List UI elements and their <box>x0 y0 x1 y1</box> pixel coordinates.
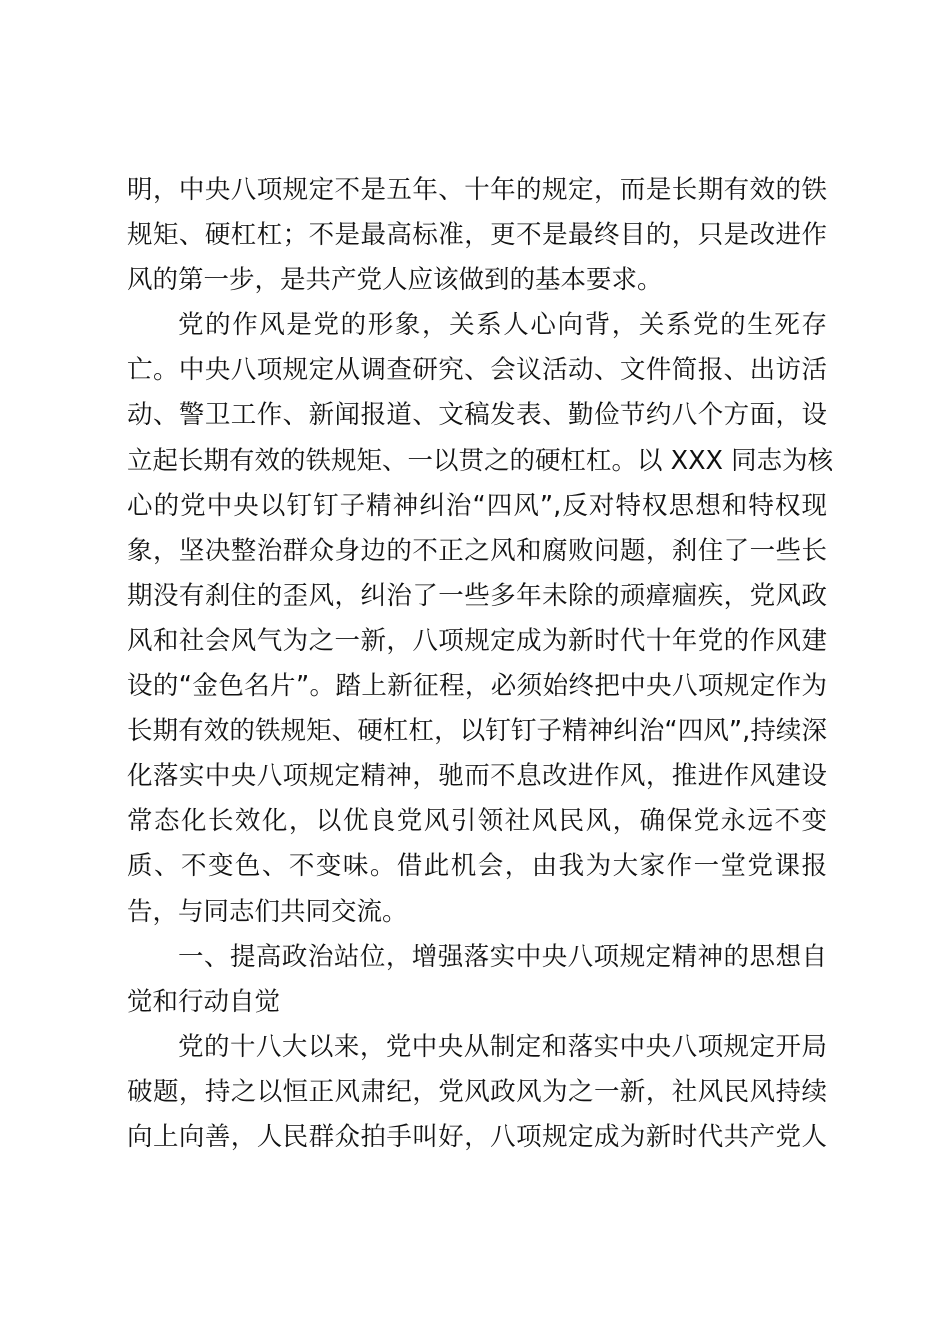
text-line: 设的“金色名片”。踏上新征程，必须始终把中央八项规定作为 <box>127 671 827 702</box>
text-line: 风和社会风气为之一新，八项规定成为新时代十年党的作风建 <box>127 625 827 656</box>
text-line: 向上向善，人民群众拍手叫好，八项规定成为新时代共产党人 <box>127 1121 827 1152</box>
text-line: 质、不变色、不变味。借此机会，由我为大家作一堂党课报 <box>127 851 827 882</box>
paragraph-first-line: 党的十八大以来，党中央从制定和落实中央八项规定开局 <box>178 1031 827 1062</box>
text-line: 亡。中央八项规定从调查研究、会议活动、文件简报、出访活 <box>127 355 827 386</box>
text-line: 期没有刹住的歪风，纠治了一些多年未除的顽瘴痼疾，党风政 <box>127 580 827 611</box>
body-text <box>127 168 834 1160</box>
text-line: 明，中央八项规定不是五年、十年的规定，而是长期有效的铁 <box>127 175 827 205</box>
text-line: 常态化长效化，以优良党风引领社风民风，确保党永远不变 <box>127 806 827 837</box>
text-line: 告，与同志们共同交流。 <box>127 896 408 927</box>
text-line: 化落实中央八项规定精神，驰而不息改进作风，推进作风建设 <box>127 761 827 792</box>
text-line: 规矩、硬杠杠；不是最高标准，更不是最终目的，只是改进作 <box>127 220 827 251</box>
section-heading-line: 觉和行动自觉 <box>127 986 281 1017</box>
text-line: 风的第一步，是共产党人应该做到的基本要求。 <box>127 265 663 296</box>
text-line: 动、警卫工作、新闻报道、文稿发表、勤俭节约八个方面，设 <box>127 400 827 431</box>
section-heading-line: 一、提高政治站位，增强落实中央八项规定精神的思想自 <box>178 941 827 972</box>
text-line: 心的党中央以钉钉子精神纠治“四风”,反对特权思想和特权现 <box>127 490 827 521</box>
text-line: 象，坚决整治群众身边的不正之风和腐败问题，刹住了一些长 <box>127 535 827 566</box>
text-line: 立起长期有效的铁规矩、一以贯之的硬杠杠。以 XXX 同志为核 <box>127 445 834 476</box>
text-line: 破题，持之以恒正风肃纪，党风政风为之一新，社风民风持续 <box>127 1076 827 1107</box>
paragraph-first-line: 党的作风是党的形象，关系人心向背，关系党的生死存 <box>178 310 827 341</box>
text-line: 长期有效的铁规矩、硬杠杠，以钉钉子精神纠治“四风”,持续深 <box>127 716 827 747</box>
